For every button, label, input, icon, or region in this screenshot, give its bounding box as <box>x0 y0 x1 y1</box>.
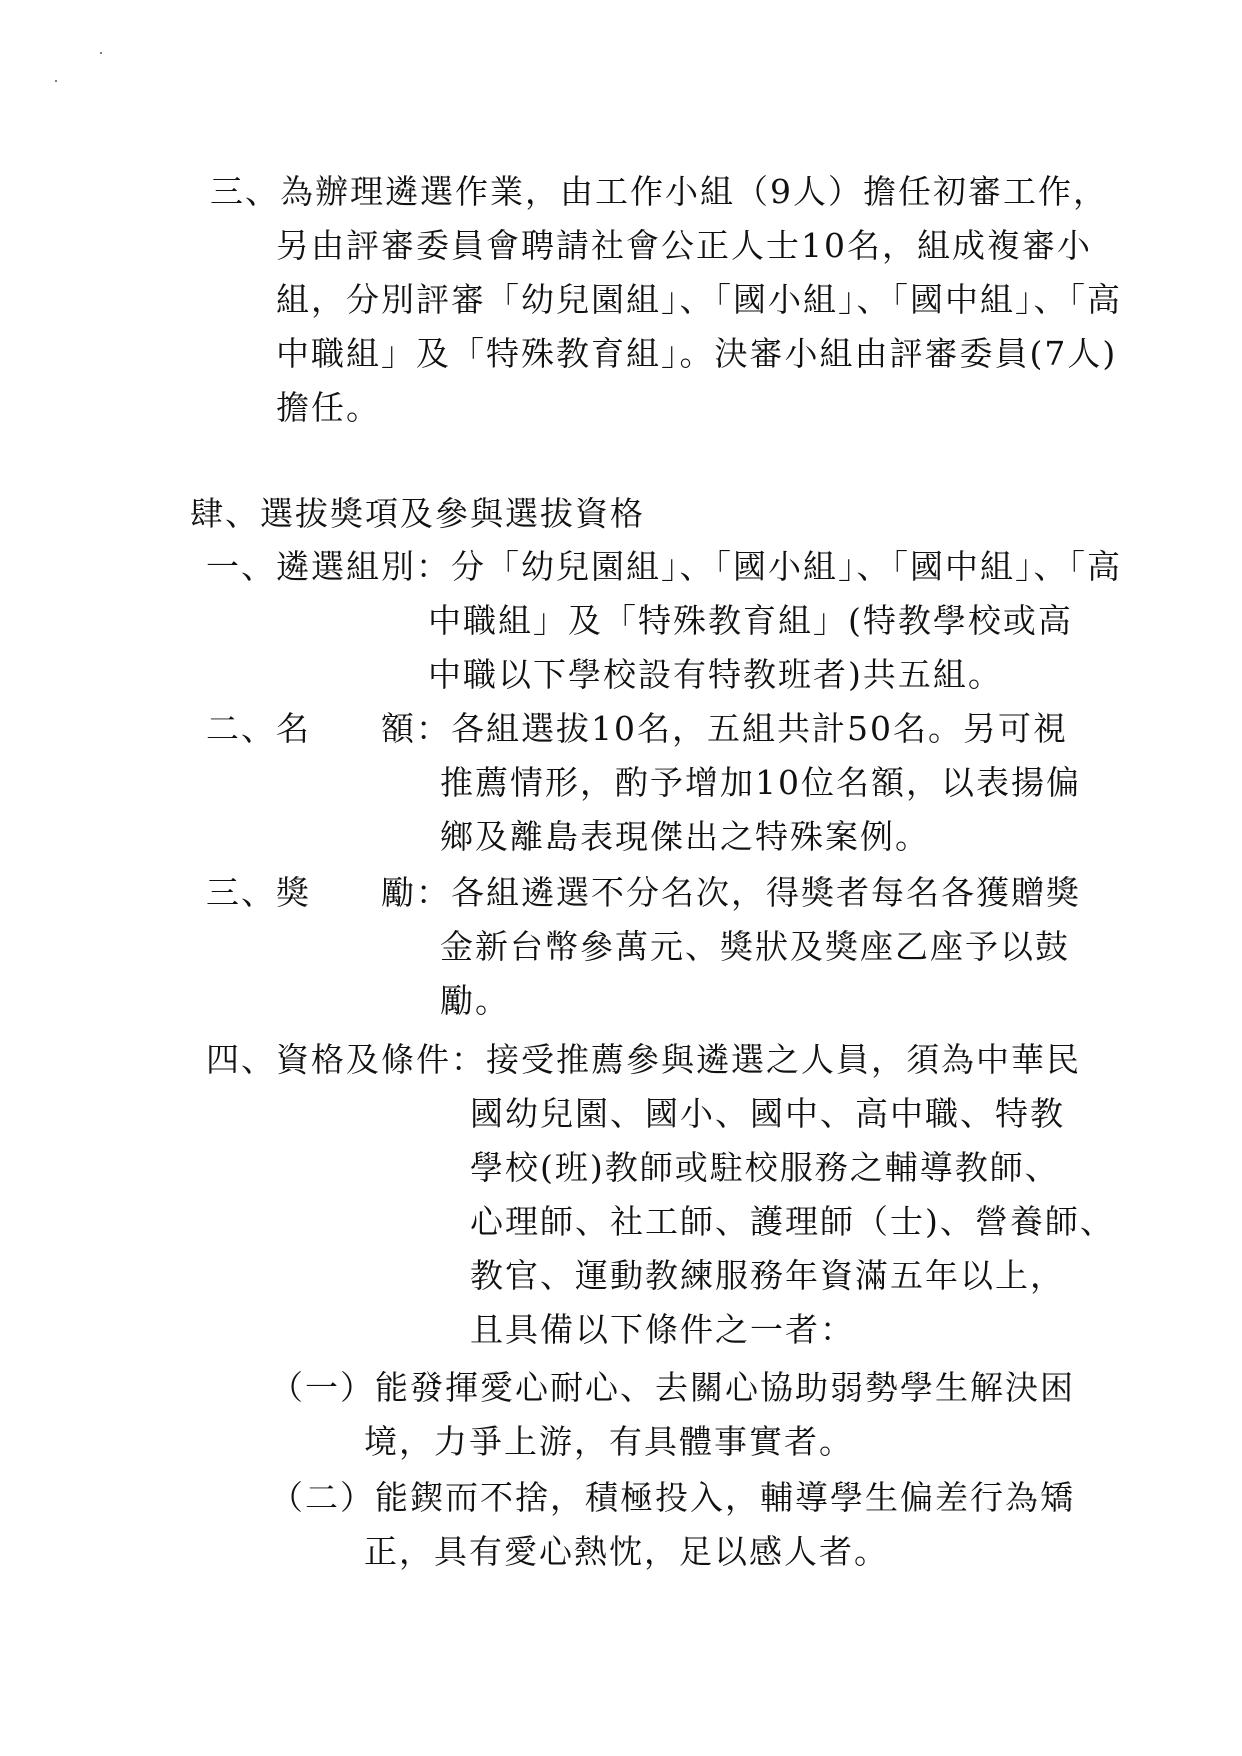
item-reward-line-3: 勵。 <box>440 981 510 1020</box>
condition-one-line-2: 境，力爭上游，有具體事實者。 <box>364 1422 854 1461</box>
item-eligibility-line-5: 教官、運動教練服務年資滿五年以上， <box>470 1256 1065 1295</box>
item-eligibility-line-1: 四、資格及條件：接受推薦參與遴選之人員，須為中華民 <box>206 1040 1081 1079</box>
condition-one-line-1: （一）能發揮愛心耐心、去關心協助弱勢學生解決困 <box>270 1368 1075 1407</box>
item-reward-line-2: 金新台幣參萬元、獎狀及獎座乙座予以鼓 <box>440 927 1070 966</box>
item-eligibility-line-4: 心理師、社工師、護理師（士)、營養師、 <box>470 1202 1115 1241</box>
item-quota-line-2: 推薦情形，酌予增加10位名額，以表揚偏 <box>440 763 1081 802</box>
item-quota-line-3: 鄉及離島表現傑出之特殊案例。 <box>440 817 930 856</box>
item-groups-line-1: 一、遴選組別：分「幼兒園組」、「國小組」、「國中組」、「高 <box>206 547 1122 586</box>
item-reward-line-1: 三、獎 勵：各組遴選不分名次，得獎者每名各獲贈獎 <box>206 873 1081 912</box>
condition-two-line-2: 正，具有愛心熱忱，足以感人者。 <box>364 1532 889 1571</box>
scan-speck <box>100 52 102 54</box>
item-eligibility-line-3: 學校(班)教師或駐校服務之輔導教師、 <box>470 1148 1060 1187</box>
section-three-line-1: 三、為辦理遴選作業，由工作小組（9人）擔任初審工作， <box>210 172 1108 211</box>
item-eligibility-line-2: 國幼兒園、國小、國中、高中職、特教 <box>470 1094 1065 1133</box>
section-three-line-4: 中職組」及「特殊教育組」。決審小組由評審委員(7人) <box>276 334 1118 373</box>
condition-two-line-1: （二）能鍥而不捨，積極投入，輔導學生偏差行為矯 <box>270 1478 1075 1517</box>
item-quota-line-1: 二、名 額：各組選拔10名，五組共計50名。另可視 <box>206 709 1068 748</box>
section-three-line-2: 另由評審委員會聘請社會公正人士10名，組成複審小 <box>276 226 1092 265</box>
section-three-line-3: 組，分別評審「幼兒園組」、「國小組」、「國中組」、「高 <box>276 280 1122 319</box>
section-four-heading: 肆、選拔獎項及參與選拔資格 <box>190 494 645 533</box>
section-three-line-5: 擔任。 <box>276 388 381 427</box>
scan-speck <box>55 80 57 82</box>
item-groups-line-3: 中職以下學校設有特教班者)共五組。 <box>428 655 1003 694</box>
item-eligibility-line-6: 且具備以下條件之一者： <box>470 1310 855 1349</box>
item-groups-line-2: 中職組」及「特殊教育組」(特教學校或高 <box>428 601 1073 640</box>
